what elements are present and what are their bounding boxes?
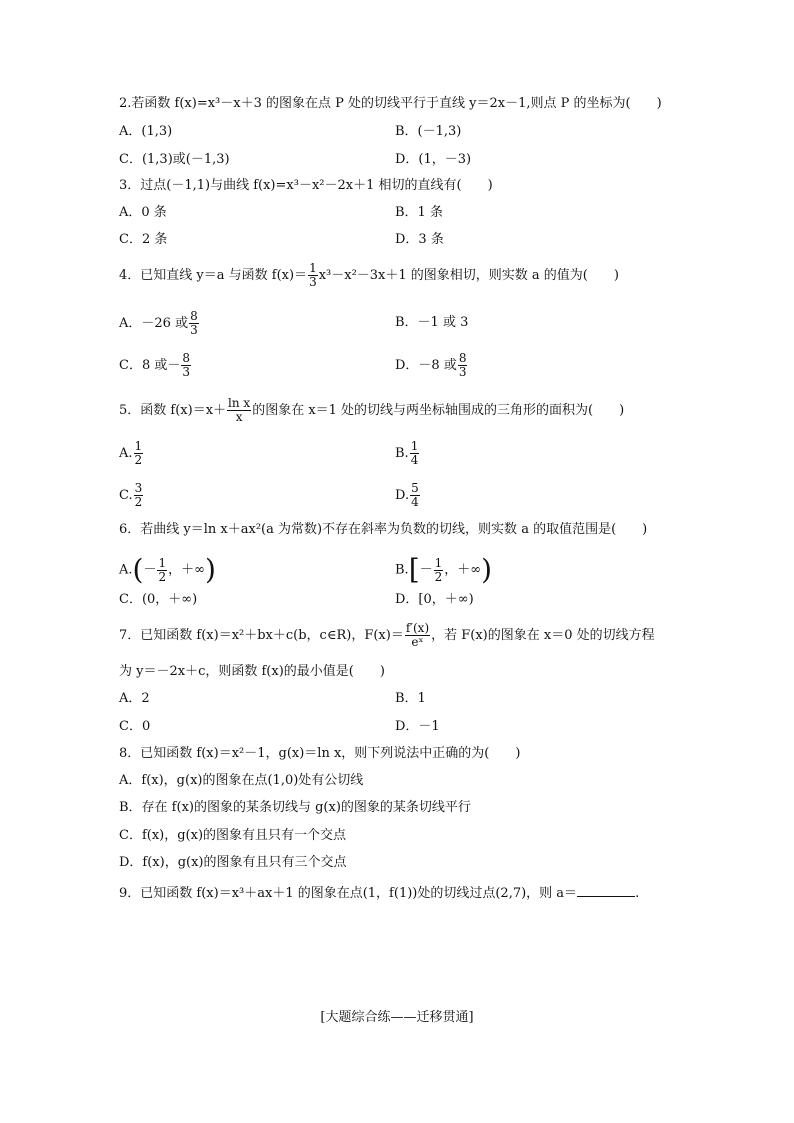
fraction [181, 352, 191, 379]
question-7-stem-line-2: 为 y＝－2x＋c，则函数 f(x)的最小值是( ) [119, 664, 385, 679]
question-6-option-a [119, 553, 216, 586]
question-8-option-d: D．f(x)，g(x)的图象有且只有三个交点 [119, 855, 347, 870]
open-bracket: ( [132, 553, 144, 586]
close-bracket: ) [481, 553, 493, 586]
question-3-stem: 3．过点(－1,1)与曲线 f(x)=x³－x²－2x＋1 相切的直线有( ) [119, 178, 493, 193]
question-7-stem [119, 622, 655, 649]
question-7-option-c: C．0 [119, 719, 151, 734]
question-5-stem-pre: 5．函数 f(x)＝x＋ [119, 403, 227, 418]
fraction-numerator: 1 [158, 555, 167, 570]
fraction [434, 557, 444, 584]
fraction [410, 482, 420, 509]
interval-rest: ，＋∞ [444, 562, 482, 578]
question-6-stem: 6．若曲线 y＝ln x＋ax²(a 为常数)不存在斜率为负数的切线，则实数 a 的取值范围是( ) [119, 522, 648, 537]
option-label: C. [119, 488, 133, 503]
option-label: B. [395, 446, 409, 461]
fraction-numerator: ln x [228, 396, 251, 410]
fraction [134, 440, 144, 467]
question-3-option-a: A．0 条 [119, 205, 167, 220]
question-6-option-c: C．(0，＋∞) [119, 592, 198, 607]
question-2-option-d: D．(1，－3) [395, 152, 472, 167]
question-5-option-d [395, 482, 421, 509]
sign: － [419, 562, 433, 578]
question-3-option-b: B．1 条 [395, 205, 443, 220]
fraction [308, 262, 318, 289]
question-3-option-d: D．3 条 [395, 232, 444, 247]
question-8-option-c: C．f(x)，g(x)的图象有且只有一个交点 [119, 828, 347, 843]
fraction-denominator: 3 [190, 323, 198, 337]
question-6-option-b [395, 553, 493, 586]
question-7-option-a: A．2 [119, 691, 150, 706]
fraction [405, 622, 430, 649]
fraction-numerator: f′(x) [405, 621, 430, 635]
fraction-denominator: 4 [411, 495, 419, 509]
question-2-stem: 2.若函数 f(x)=x³－x＋3 的图象在点 P 处的切线平行于直线 y＝2x－1,则点 P 的坐标为( ) [119, 96, 662, 111]
question-6-option-d: D．[0，＋∞) [395, 592, 474, 607]
fraction-numerator: 1 [134, 439, 143, 453]
question-4-option-b: B．－1 或 3 [395, 315, 469, 330]
question-4-stem [119, 262, 619, 289]
interval-rest: ，＋∞ [168, 562, 205, 578]
fraction-denominator: 4 [410, 453, 419, 467]
answer-blank[interactable] [577, 884, 635, 897]
fraction-numerator: 8 [458, 351, 467, 365]
question-4-option-d [395, 352, 468, 379]
question-7-option-d: D．－1 [395, 719, 440, 734]
sign: － [143, 562, 157, 578]
question-5-option-a [119, 440, 144, 467]
question-2-option-a: A．(1,3) [119, 124, 173, 139]
fraction-numerator: 1 [309, 261, 317, 275]
fraction-denominator: 3 [458, 365, 467, 379]
option-label: B. [395, 562, 409, 578]
fraction-denominator: 3 [309, 275, 317, 289]
question-9-text: 9．已知函数 f(x)＝x³＋ax＋1 的图象在点(1，f(1))处的切线过点(2,7)，则 a＝ [119, 886, 578, 901]
fraction-denominator: 2 [134, 453, 143, 467]
fraction-denominator: 2 [158, 569, 167, 584]
option-text: A．－26 或 [119, 316, 189, 331]
option-label: D. [395, 488, 410, 503]
question-9-stem [119, 884, 639, 902]
fraction-denominator: 2 [434, 569, 443, 584]
question-4-option-a [119, 310, 200, 337]
question-9-end: . [635, 886, 640, 901]
fraction-denominator: 2 [134, 495, 143, 509]
fraction-denominator: 3 [182, 365, 190, 379]
question-5-stem [119, 397, 624, 424]
question-3-option-c: C．2 条 [119, 232, 168, 247]
question-2-option-c: C．(1,3)或(－1,3) [119, 152, 230, 167]
question-8-option-a: A．f(x)，g(x)的图象在点(1,0)处有公切线 [119, 773, 364, 788]
fraction [189, 310, 199, 337]
close-bracket: ) [204, 553, 216, 586]
fraction-numerator: 1 [410, 439, 419, 453]
fraction-numerator: 3 [134, 481, 143, 495]
option-text: C．8 或－ [119, 358, 181, 373]
fraction [157, 557, 167, 584]
question-7-option-b: B．1 [395, 691, 426, 706]
question-5-option-b [395, 440, 420, 467]
fraction [227, 397, 251, 424]
question-8-stem: 8．已知函数 f(x)＝x²－1，g(x)＝ln x，则下列说法中正确的为( ) [119, 746, 521, 761]
question-7-stem-post: ，若 F(x)的图象在 x＝0 处的切线方程 [431, 628, 655, 643]
fraction-denominator: eˣ [411, 635, 424, 649]
fraction-denominator: x [235, 410, 243, 424]
fraction [410, 440, 420, 467]
question-4-option-c [119, 352, 192, 379]
option-label: A. [119, 562, 133, 578]
section-heading: [大题综合练——迁移贯通] [320, 1010, 474, 1025]
fraction-numerator: 8 [190, 309, 198, 323]
question-7-stem-pre: 7．已知函数 f(x)＝x²＋bx＋c(b，c∈R)，F(x)＝ [119, 628, 404, 643]
fraction-numerator: 1 [434, 555, 443, 570]
question-8-option-b: B．存在 f(x)的图象的某条切线与 g(x)的图象的某条切线平行 [119, 800, 471, 815]
fraction-numerator: 8 [182, 351, 190, 365]
option-text: D．－8 或 [395, 358, 457, 373]
option-label: A. [119, 446, 133, 461]
fraction [134, 482, 144, 509]
question-4-stem-post: x³－x²－3x＋1 的图象相切，则实数 a 的值为( ) [318, 268, 619, 283]
question-2-option-b: B．(－1,3) [395, 124, 462, 139]
question-5-option-c [119, 482, 144, 509]
question-4-stem-pre: 4．已知直线 y＝a 与函数 f(x)＝ [119, 268, 308, 283]
question-5-stem-post: 的图象在 x＝1 处的切线与两坐标轴围成的三角形的面积为( ) [252, 403, 625, 418]
fraction [458, 352, 468, 379]
open-bracket: [ [408, 553, 420, 586]
fraction-numerator: 5 [411, 481, 419, 495]
